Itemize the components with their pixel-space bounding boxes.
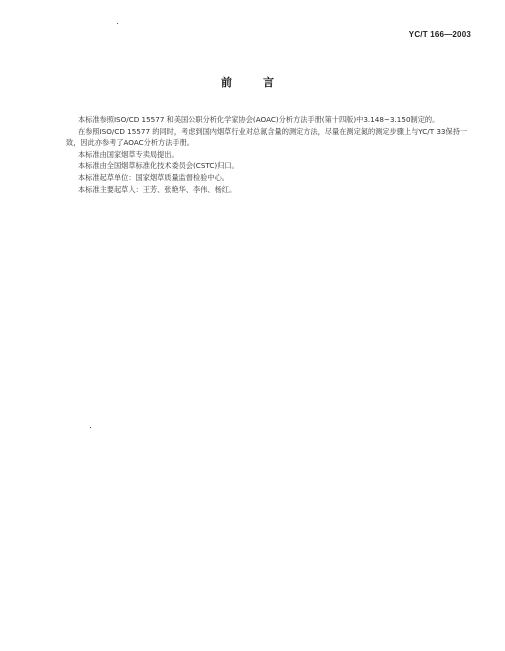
- paragraph-committee: 本标准由全国烟草标准化技术委员会(CSTC)归口。: [78, 161, 239, 171]
- standard-code: YC/T 166—2003: [408, 30, 471, 39]
- paragraph-method-note: 在参照ISO/CD 15577 的同时，考虑到国内烟草行业对总氮含量的测定方法，尽量在测定氮的测定步骤上与YC/T 33保持一致，因此亦参考了AOAC分析方法手册。: [66, 126, 468, 148]
- paragraph-drafting-unit: 本标准起草单位：国家烟草质量监督检验中心。: [78, 172, 229, 182]
- paragraph-drafters: 本标准主要起草人：王芳、张艳华、李伟、杨红。: [78, 184, 237, 194]
- foreword-body: [66, 114, 476, 195]
- scan-speck: [117, 23, 118, 24]
- scan-speck: [90, 427, 91, 428]
- paragraph-proposer: 本标准由国家烟草专卖局提出。: [78, 149, 179, 159]
- page-title: 前 言: [221, 76, 284, 89]
- paragraph-reference: 本标准参照ISO/CD 15577 和美国公职分析化学家协会(AOAC)分析方法手册(第十四版)中3.148~3.150制定的。: [78, 115, 440, 124]
